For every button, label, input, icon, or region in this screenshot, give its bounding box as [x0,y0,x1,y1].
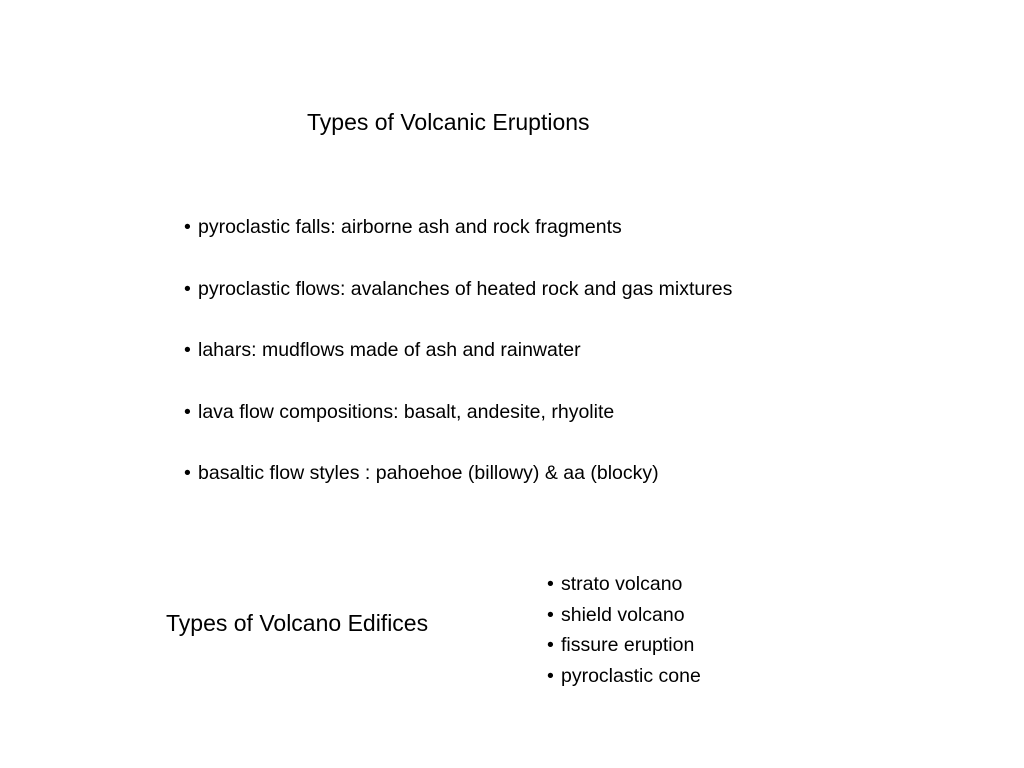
edifices-title: Types of Volcano Edifices [166,610,429,636]
list-item [547,570,701,601]
bullet-icon: • [547,664,554,687]
list-item-text: pyroclastic cone [561,664,701,687]
bullet-icon: • [184,277,191,300]
list-item-text: strato volcano [561,573,683,595]
list-item [547,662,701,693]
edifices-list [547,570,701,692]
list-item [184,336,732,398]
bullet-icon: • [547,634,554,656]
list-item-text: pyroclastic flows: avalanches of heated rock and gas mixtures [198,277,733,300]
bullet-icon: • [184,462,191,484]
bullet-icon: • [184,400,191,423]
bullet-icon: • [547,573,554,595]
list-item-text: basaltic flow styles : pahoehoe (billowy) & aa (blocky) [198,462,659,484]
eruptions-title: Types of Volcanic Eruptions [307,109,590,135]
list-item [184,398,732,460]
list-item-text: pyroclastic falls: airborne ash and rock fragments [198,216,622,238]
bullet-icon: • [184,339,191,361]
list-item [184,213,732,275]
list-item-text: lahars: mudflows made of ash and rainwater [198,339,581,361]
bullet-icon: • [184,216,191,238]
list-item-text: lava flow compositions: basalt, andesite, rhyolite [198,400,615,423]
list-item [184,275,733,337]
list-item [184,459,732,521]
list-item-text: shield volcano [561,603,685,626]
bullet-icon: • [547,603,554,626]
list-item [547,601,701,632]
list-item-text: fissure eruption [561,634,695,656]
list-item [547,631,701,662]
eruptions-list [184,213,733,521]
